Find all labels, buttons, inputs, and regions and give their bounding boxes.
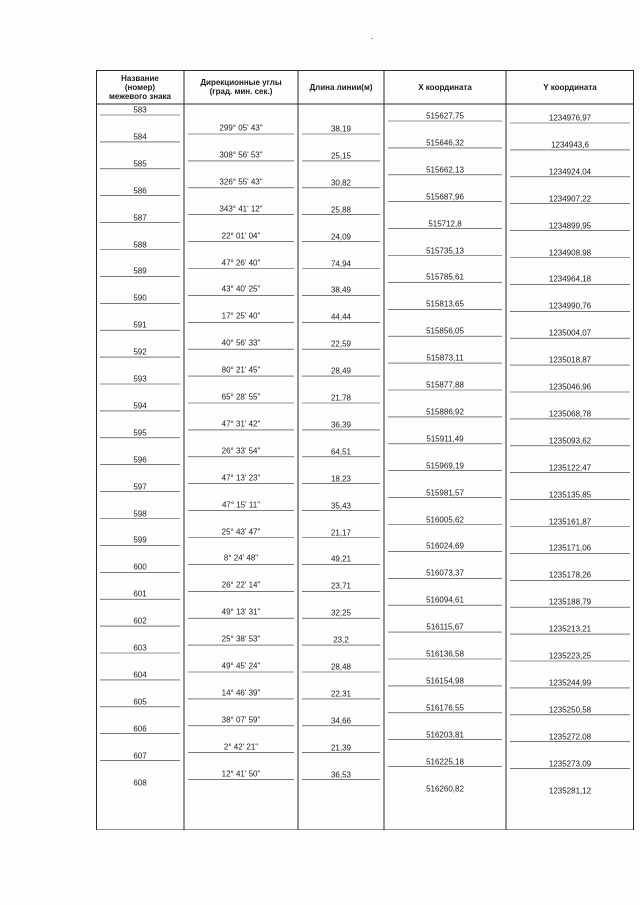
segment-length: 34,66 (330, 716, 352, 726)
segment-angle: 22° 01' 04" (221, 231, 261, 241)
segment-length: 36,39 (330, 420, 352, 430)
point-name: 587 (133, 213, 147, 223)
point-x: 516115,67 (426, 622, 464, 632)
segment-angle: 43° 40' 25" (221, 284, 261, 294)
point-x: 515627,75 (426, 111, 464, 121)
point-y: 1234907,22 (548, 194, 592, 204)
point-name: 593 (133, 374, 147, 384)
point-name: 607 (133, 751, 147, 761)
point-y: 1234990,76 (548, 301, 592, 311)
segment-length: 23,71 (330, 581, 352, 591)
segment-length: 21,39 (330, 743, 352, 753)
segment-length: 36,53 (330, 770, 352, 780)
point-y: 1235213,21 (548, 624, 592, 634)
point-x: 516176,55 (426, 703, 464, 713)
segment-angle: 2° 42' 21" (223, 742, 259, 752)
point-y: 1235272,08 (548, 732, 592, 742)
point-name: 591 (133, 320, 147, 330)
segment-angle: 299° 05' 43" (219, 123, 263, 133)
point-name: 589 (133, 266, 147, 276)
point-y: 1234924,04 (548, 167, 592, 177)
segment-angle: 25° 43' 47" (221, 527, 261, 536)
point-name: 592 (133, 347, 147, 357)
segment-angle: 49° 45' 24" (221, 661, 261, 671)
point-x: 515856,05 (426, 326, 464, 336)
table-grid (96, 70, 634, 830)
point-x: 516094,61 (426, 595, 464, 605)
point-name: 588 (133, 240, 147, 249)
segment-length: 32,25 (330, 608, 352, 618)
point-x: 515646,32 (426, 138, 464, 148)
point-y: 1235178,26 (548, 570, 592, 580)
segment-length: 38,49 (330, 285, 352, 295)
point-x: 515969,19 (426, 461, 464, 471)
point-x: 515662,13 (426, 165, 464, 175)
segment-angle: 8° 24' 48" (223, 553, 259, 563)
header-x: X координата (418, 82, 472, 92)
segment-length: 21,78 (330, 393, 352, 403)
segment-angle: 308° 56' 53" (219, 150, 263, 160)
segment-angle: 326° 55' 43" (219, 177, 263, 187)
point-y: 1235161,87 (548, 517, 592, 526)
segment-length: 74,94 (330, 259, 352, 268)
header-name: Название (номер) межевого знака (108, 73, 172, 101)
point-name: 586 (133, 186, 147, 196)
point-x: 515877,88 (426, 380, 464, 390)
point-name: 595 (133, 428, 147, 438)
point-y: 1235281,12 (548, 786, 592, 795)
point-y: 1234899,95 (548, 221, 592, 231)
segment-length: 24,09 (330, 232, 352, 242)
point-x: 516024,69 (426, 541, 464, 551)
point-name: 590 (133, 293, 147, 303)
point-name: 599 (133, 535, 147, 545)
point-name: 585 (133, 159, 147, 169)
point-y: 1234943,6 (551, 140, 589, 150)
point-x: 516225,18 (426, 757, 464, 767)
point-x: 515873,11 (426, 353, 464, 363)
point-y: 1235250,58 (548, 705, 592, 715)
segment-angle: 47° 26' 40" (221, 258, 261, 267)
header-angle: Дирекционные углы (град. мин. сек.) (200, 78, 282, 96)
point-y: 1235018,87 (548, 355, 592, 365)
point-x: 515785,61 (426, 272, 464, 282)
segment-angle: 38° 07' 59" (221, 715, 261, 725)
segment-angle: 12° 41' 50" (221, 769, 261, 779)
segment-length: 28,49 (330, 366, 352, 376)
point-y: 1234964,18 (548, 274, 592, 284)
header-y: Y координата (543, 82, 597, 92)
point-x: 515981,57 (426, 488, 464, 498)
point-x: 516203,81 (426, 730, 464, 740)
point-y: 1235188,79 (548, 597, 592, 607)
boundary-table (96, 70, 634, 830)
segment-length: 22,31 (330, 689, 352, 699)
segment-angle: 343° 41' 12" (219, 204, 263, 214)
point-y: 1234908,98 (548, 248, 592, 257)
point-name: 594 (133, 401, 147, 411)
segment-length: 25,88 (330, 205, 352, 215)
segment-angle: 47° 31' 42" (221, 419, 261, 429)
point-x: 516260,82 (426, 784, 464, 793)
segment-angle: 49° 13' 31" (221, 607, 261, 617)
point-x: 515687,96 (426, 192, 464, 202)
point-x: 515712,8 (428, 219, 462, 229)
segment-length: 28,48 (330, 662, 352, 672)
segment-length: 44,44 (330, 312, 352, 322)
header-length: Длина линии(м) (309, 82, 373, 92)
segment-length: 18,23 (330, 474, 352, 484)
point-name: 601 (133, 589, 147, 599)
segment-length: 25,15 (330, 151, 352, 161)
segment-length: 38,19 (330, 124, 352, 134)
point-x: 515813,65 (426, 299, 464, 309)
point-name: 598 (133, 509, 147, 518)
point-x: 516154,98 (426, 676, 464, 686)
segment-length: 30,82 (330, 178, 352, 188)
point-name: 596 (133, 455, 147, 465)
segment-angle: 14° 46' 39" (221, 688, 261, 698)
segment-length: 22,59 (330, 339, 352, 349)
point-name: 604 (133, 670, 147, 680)
point-y: 1235122,47 (548, 463, 592, 473)
point-y: 1235068,78 (548, 409, 592, 419)
segment-length: 23,2 (333, 635, 349, 645)
segment-length: 21,17 (330, 528, 352, 537)
scan-speck (371, 38, 373, 39)
segment-angle: 26° 33' 54" (221, 446, 261, 456)
segment-angle: 47° 13' 23" (221, 473, 261, 483)
point-y: 1235171,06 (548, 543, 592, 553)
segment-length: 35,43 (330, 501, 352, 511)
segment-angle: 65° 28' 55" (221, 392, 261, 402)
point-y: 1235135,85 (548, 490, 592, 500)
point-x: 516073,37 (426, 568, 464, 578)
point-y: 1235004,07 (548, 328, 592, 338)
segment-angle: 17° 25' 40" (221, 311, 261, 321)
point-x: 516136,58 (426, 649, 464, 659)
point-name: 605 (133, 697, 147, 707)
point-name: 603 (133, 643, 147, 653)
point-name: 597 (133, 482, 147, 492)
point-y: 1235223,25 (548, 651, 592, 661)
point-y: 1235273,09 (548, 759, 592, 769)
segment-length: 49,21 (330, 554, 352, 564)
point-x: 516005,62 (426, 515, 464, 524)
segment-angle: 47° 15' 11" (221, 500, 261, 510)
point-y: 1235046,96 (548, 382, 592, 392)
segment-length: 64,51 (330, 447, 352, 457)
point-x: 515911,49 (426, 434, 464, 444)
point-y: 1234976,97 (548, 113, 592, 123)
point-name: 608 (133, 778, 147, 787)
point-name: 602 (133, 616, 147, 626)
point-y: 1235244,99 (548, 678, 592, 688)
point-name: 606 (133, 724, 147, 734)
point-x: 515735,13 (426, 246, 464, 255)
point-name: 600 (133, 562, 147, 572)
segment-angle: 25° 38' 53" (221, 634, 261, 644)
segment-angle: 26° 22' 14" (221, 580, 261, 590)
segment-angle: 80° 21' 45" (221, 365, 261, 375)
point-name: 583 (133, 105, 147, 115)
point-x: 515886,92 (426, 407, 464, 417)
point-y: 1235093,62 (548, 436, 592, 446)
point-name: 584 (133, 132, 147, 142)
segment-angle: 40° 56' 33" (221, 338, 261, 348)
